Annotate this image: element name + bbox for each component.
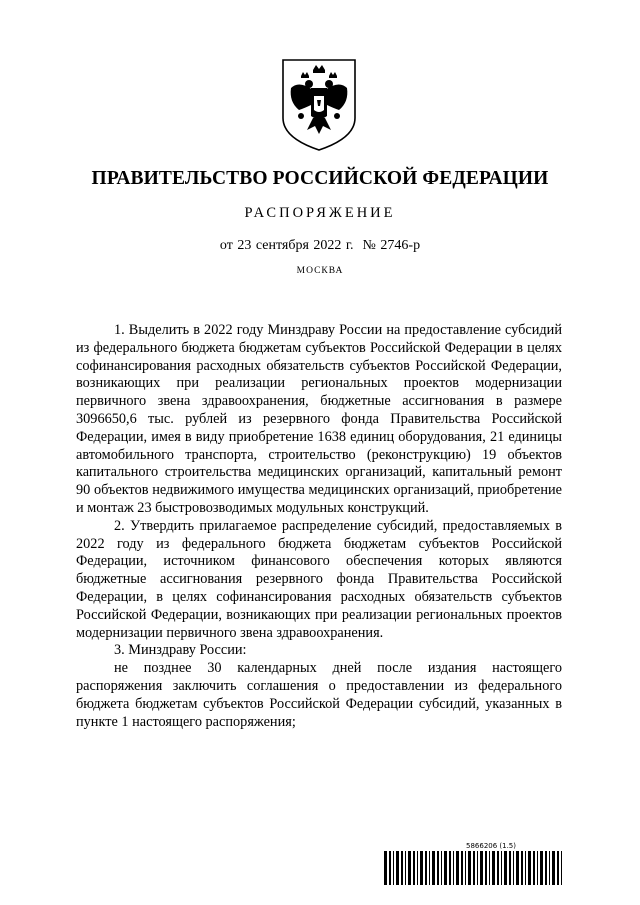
- barcode-bar: [432, 851, 435, 885]
- paragraph-1: 1. Выделить в 2022 году Минздраву России на предоставление субсидий из федерального бюджета бюджетам субъектов Российской Федерации в целях софинансирования расходных обязательств субъектов Российской Федерации, возникающих при реализации региональных проектов модернизации первичного звена здравоохранения, бюджетные ассигнования в размере 3096650,6 тыс. рублей из резервного фонда Правительства Российской Федерации, имея в виду приобретение 1638 единиц оборудования, 21 единицы автомобильного транспорта, строительство (реконструкцию) 19 объектов капитального строительства медицинских организаций, капитальный ремонт 90 объектов недвижимого имущества медицинских организаций, приобретение и монтаж 23 быстровозводимых модульных конструкций.: [76, 322, 562, 516]
- barcode-bar: [480, 851, 483, 885]
- barcode-bar: [393, 851, 394, 885]
- barcode-bar: [389, 851, 391, 885]
- barcode-bar: [405, 851, 406, 885]
- barcode-bar: [420, 851, 423, 885]
- barcode-bar: [461, 851, 463, 885]
- barcode-image: [384, 851, 566, 885]
- paragraph-3: 3. Минздраву России:: [114, 642, 247, 659]
- barcode-bar: [509, 851, 511, 885]
- city-label: МОСКВА: [296, 266, 344, 276]
- barcode-bar: [489, 851, 490, 885]
- document-type: РАСПОРЯЖЕНИЕ: [244, 205, 396, 221]
- barcode-bar: [444, 851, 447, 885]
- date-and-number: от 23 сентября 2022 г. № 2746-р: [219, 238, 421, 253]
- barcode-bar: [453, 851, 454, 885]
- barcode-bar: [540, 851, 543, 885]
- barcode-bar: [441, 851, 442, 885]
- barcode-bar: [468, 851, 471, 885]
- barcode-bar: [437, 851, 439, 885]
- paragraph-2: 2. Утвердить прилагаемое распределение субсидий, предоставляемых в 2022 году из федерального бюджета бюджетам субъектов Российской Федерации, источником финансового обеспечения которых являются бюджетные ассигнования резервного фонда Правительства Российской Федерации, в целях софинансирования расходных обязательств субъектов Российской Федерации, возникающих при реализации региональных проектов модернизации первичного звена здравоохранения.: [76, 517, 562, 641]
- paragraph-3-item: не позднее 30 календарных дней после издания настоящего распоряжения заключить соглашения о предоставлении из федерального бюджета бюджетам субъектов Российской Федерации субсидий, указанных в пункте 1 настоящего распоряжения;: [76, 660, 562, 730]
- barcode-bar: [465, 851, 466, 885]
- barcode-bar: [537, 851, 538, 885]
- barcode-bar: [533, 851, 535, 885]
- barcode-bar: [528, 851, 531, 885]
- government-title: ПРАВИТЕЛЬСТВО РОССИЙСКОЙ ФЕДЕРАЦИИ: [91, 168, 549, 189]
- barcode-bar: [429, 851, 430, 885]
- barcode-bar: [384, 851, 387, 885]
- barcode-bar: [513, 851, 514, 885]
- barcode-bar: [504, 851, 507, 885]
- barcode-bar: [477, 851, 478, 885]
- barcode-bar: [396, 851, 399, 885]
- barcode-bar: [449, 851, 451, 885]
- barcode-bar: [497, 851, 499, 885]
- barcode-bar: [545, 851, 547, 885]
- barcode-number: 5866206 (1.5): [466, 842, 516, 850]
- barcode-bar: [521, 851, 523, 885]
- barcode-bar: [501, 851, 502, 885]
- barcode-bar: [549, 851, 550, 885]
- coat-of-arms-emblem: [279, 58, 359, 152]
- barcode-bar: [456, 851, 459, 885]
- barcode-bar: [473, 851, 475, 885]
- barcode-bar: [417, 851, 418, 885]
- barcode-bar: [552, 851, 555, 885]
- barcode-bar: [557, 851, 559, 885]
- barcode-bar: [561, 851, 562, 885]
- barcode-bar: [492, 851, 495, 885]
- barcode-bar: [425, 851, 427, 885]
- barcode-bar: [408, 851, 411, 885]
- barcode-bar: [485, 851, 487, 885]
- barcode-bar: [413, 851, 415, 885]
- barcode-bar: [516, 851, 519, 885]
- document-body: [76, 322, 562, 731]
- barcode-bar: [525, 851, 526, 885]
- barcode-bar: [401, 851, 403, 885]
